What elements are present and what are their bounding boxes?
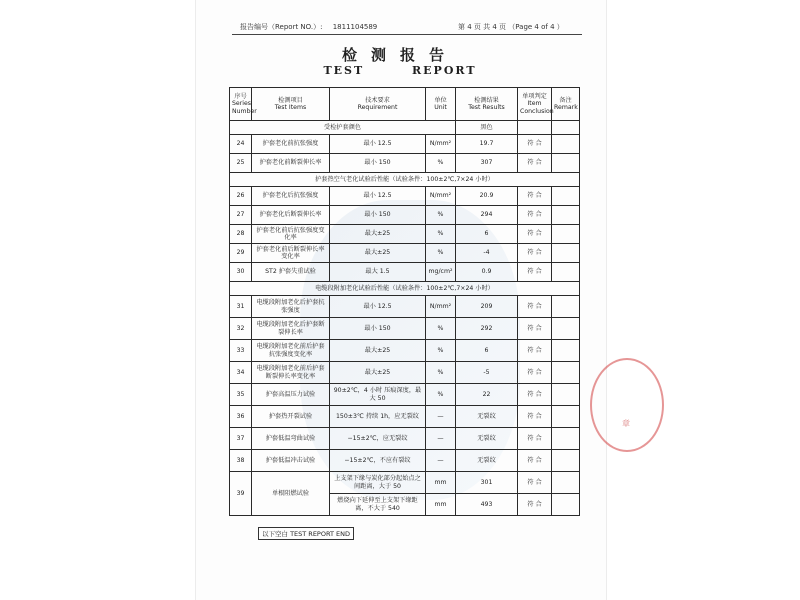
table-row: 25 护套老化前断裂伸长率 最小 150 % 307 符 合 [230, 154, 580, 173]
table-row: 29 护套老化前后断裂伸长率变化率 最大±25 % -4 符 合 [230, 244, 580, 263]
table-row: 燃烧向下延伸至上支架下缘距离，不大于 540 mm 493 符 合 [230, 494, 580, 516]
col-header-requirement: 技术要求 Requirement [330, 88, 426, 121]
title-english-1: TEST [323, 64, 365, 77]
section-note: 电缆段附加老化试验后性能（试验条件：100±2℃,7×24 小时） [230, 282, 580, 296]
col-header-remark: 备注 Remark [552, 88, 580, 121]
table-row: 33 电缆段附加老化前后护套抗张强度变化率 最大±25 % 6 符 合 [230, 340, 580, 362]
table-row: 24 护套老化前抗张强度 最小 12.5 N/mm² 19.7 符 合 [230, 135, 580, 154]
title-chinese: 检测报告 [341, 46, 458, 64]
table-row: 27 护套老化后断裂伸长率 最小 150 % 294 符 合 [230, 206, 580, 225]
section-note: 护套热空气老化试验后性能（试验条件：100±2℃,7×24 小时） [230, 173, 580, 187]
table-row: 38 护套低温冲击试验 −15±2℃，不应有裂纹 — 无裂纹 符 合 [230, 450, 580, 472]
header-divider [232, 34, 582, 35]
table-row: 39 单根阻燃试验 上支架下缘与炭化部分起始点之间距离，大于 50 mm 301 符 合 [230, 472, 580, 494]
table-row: 32 电缆段附加老化后护套断裂伸长率 最小 150 % 292 符 合 [230, 318, 580, 340]
section-label: 受检护套颜色 [230, 121, 456, 135]
stamp-text: 章 [622, 419, 630, 428]
report-number [240, 22, 377, 32]
end-note: 以下空白 TEST REPORT END [258, 527, 354, 540]
col-header-unit: 单位 Unit [426, 88, 456, 121]
col-header-results: 检测结果 Test Results [456, 88, 518, 121]
table-row: 28 护套老化前后抗张强度变化率 最大±25 % 6 符 合 [230, 225, 580, 244]
section-row-additional-aging [230, 282, 580, 296]
report-number-value: 1811104589 [332, 23, 378, 31]
title-english-2: REPORT [412, 64, 477, 77]
col-header-conclusion: 单项判定 Item Conclusion [518, 88, 552, 121]
table-row: 35 护套高温压力试验 90±2℃，4 小时 压痕深度，最大 50 % 22 符 合 [230, 384, 580, 406]
section-row-thermal-aging [230, 173, 580, 187]
test-results-table [229, 87, 580, 516]
table-row: 36 护套热开裂试验 150±3℃ 持续 1h，应无裂纹 — 无裂纹 符 合 [230, 406, 580, 428]
official-stamp [590, 358, 664, 452]
report-number-label: 报告编号（Report NO.）: [240, 23, 323, 31]
section-row-color [230, 121, 580, 135]
table-header-row [230, 88, 580, 121]
table-row: 26 护套老化后抗张强度 最小 12.5 N/mm² 20.9 符 合 [230, 187, 580, 206]
table-row: 37 护套低温弯曲试验 −15±2℃，应无裂纹 — 无裂纹 符 合 [230, 428, 580, 450]
section-value: 黑色 [456, 121, 518, 135]
col-header-series: 序号 Series Number [230, 88, 252, 121]
title-english [230, 64, 570, 77]
table-row: 34 电缆段附加老化前后护套断裂伸长率变化率 最大±25 % -5 符 合 [230, 362, 580, 384]
table-row: 31 电缆段附加老化后护套抗张强度 最小 12.5 N/mm² 209 符 合 [230, 296, 580, 318]
table-row: 30 ST2 护套失重试验 最大 1.5 mg/cm² 0.9 符 合 [230, 263, 580, 282]
col-header-items: 检测项目 Test Items [252, 88, 330, 121]
page-info: 第 4 页 共 4 页 （Page 4 of 4 ） [458, 23, 564, 31]
